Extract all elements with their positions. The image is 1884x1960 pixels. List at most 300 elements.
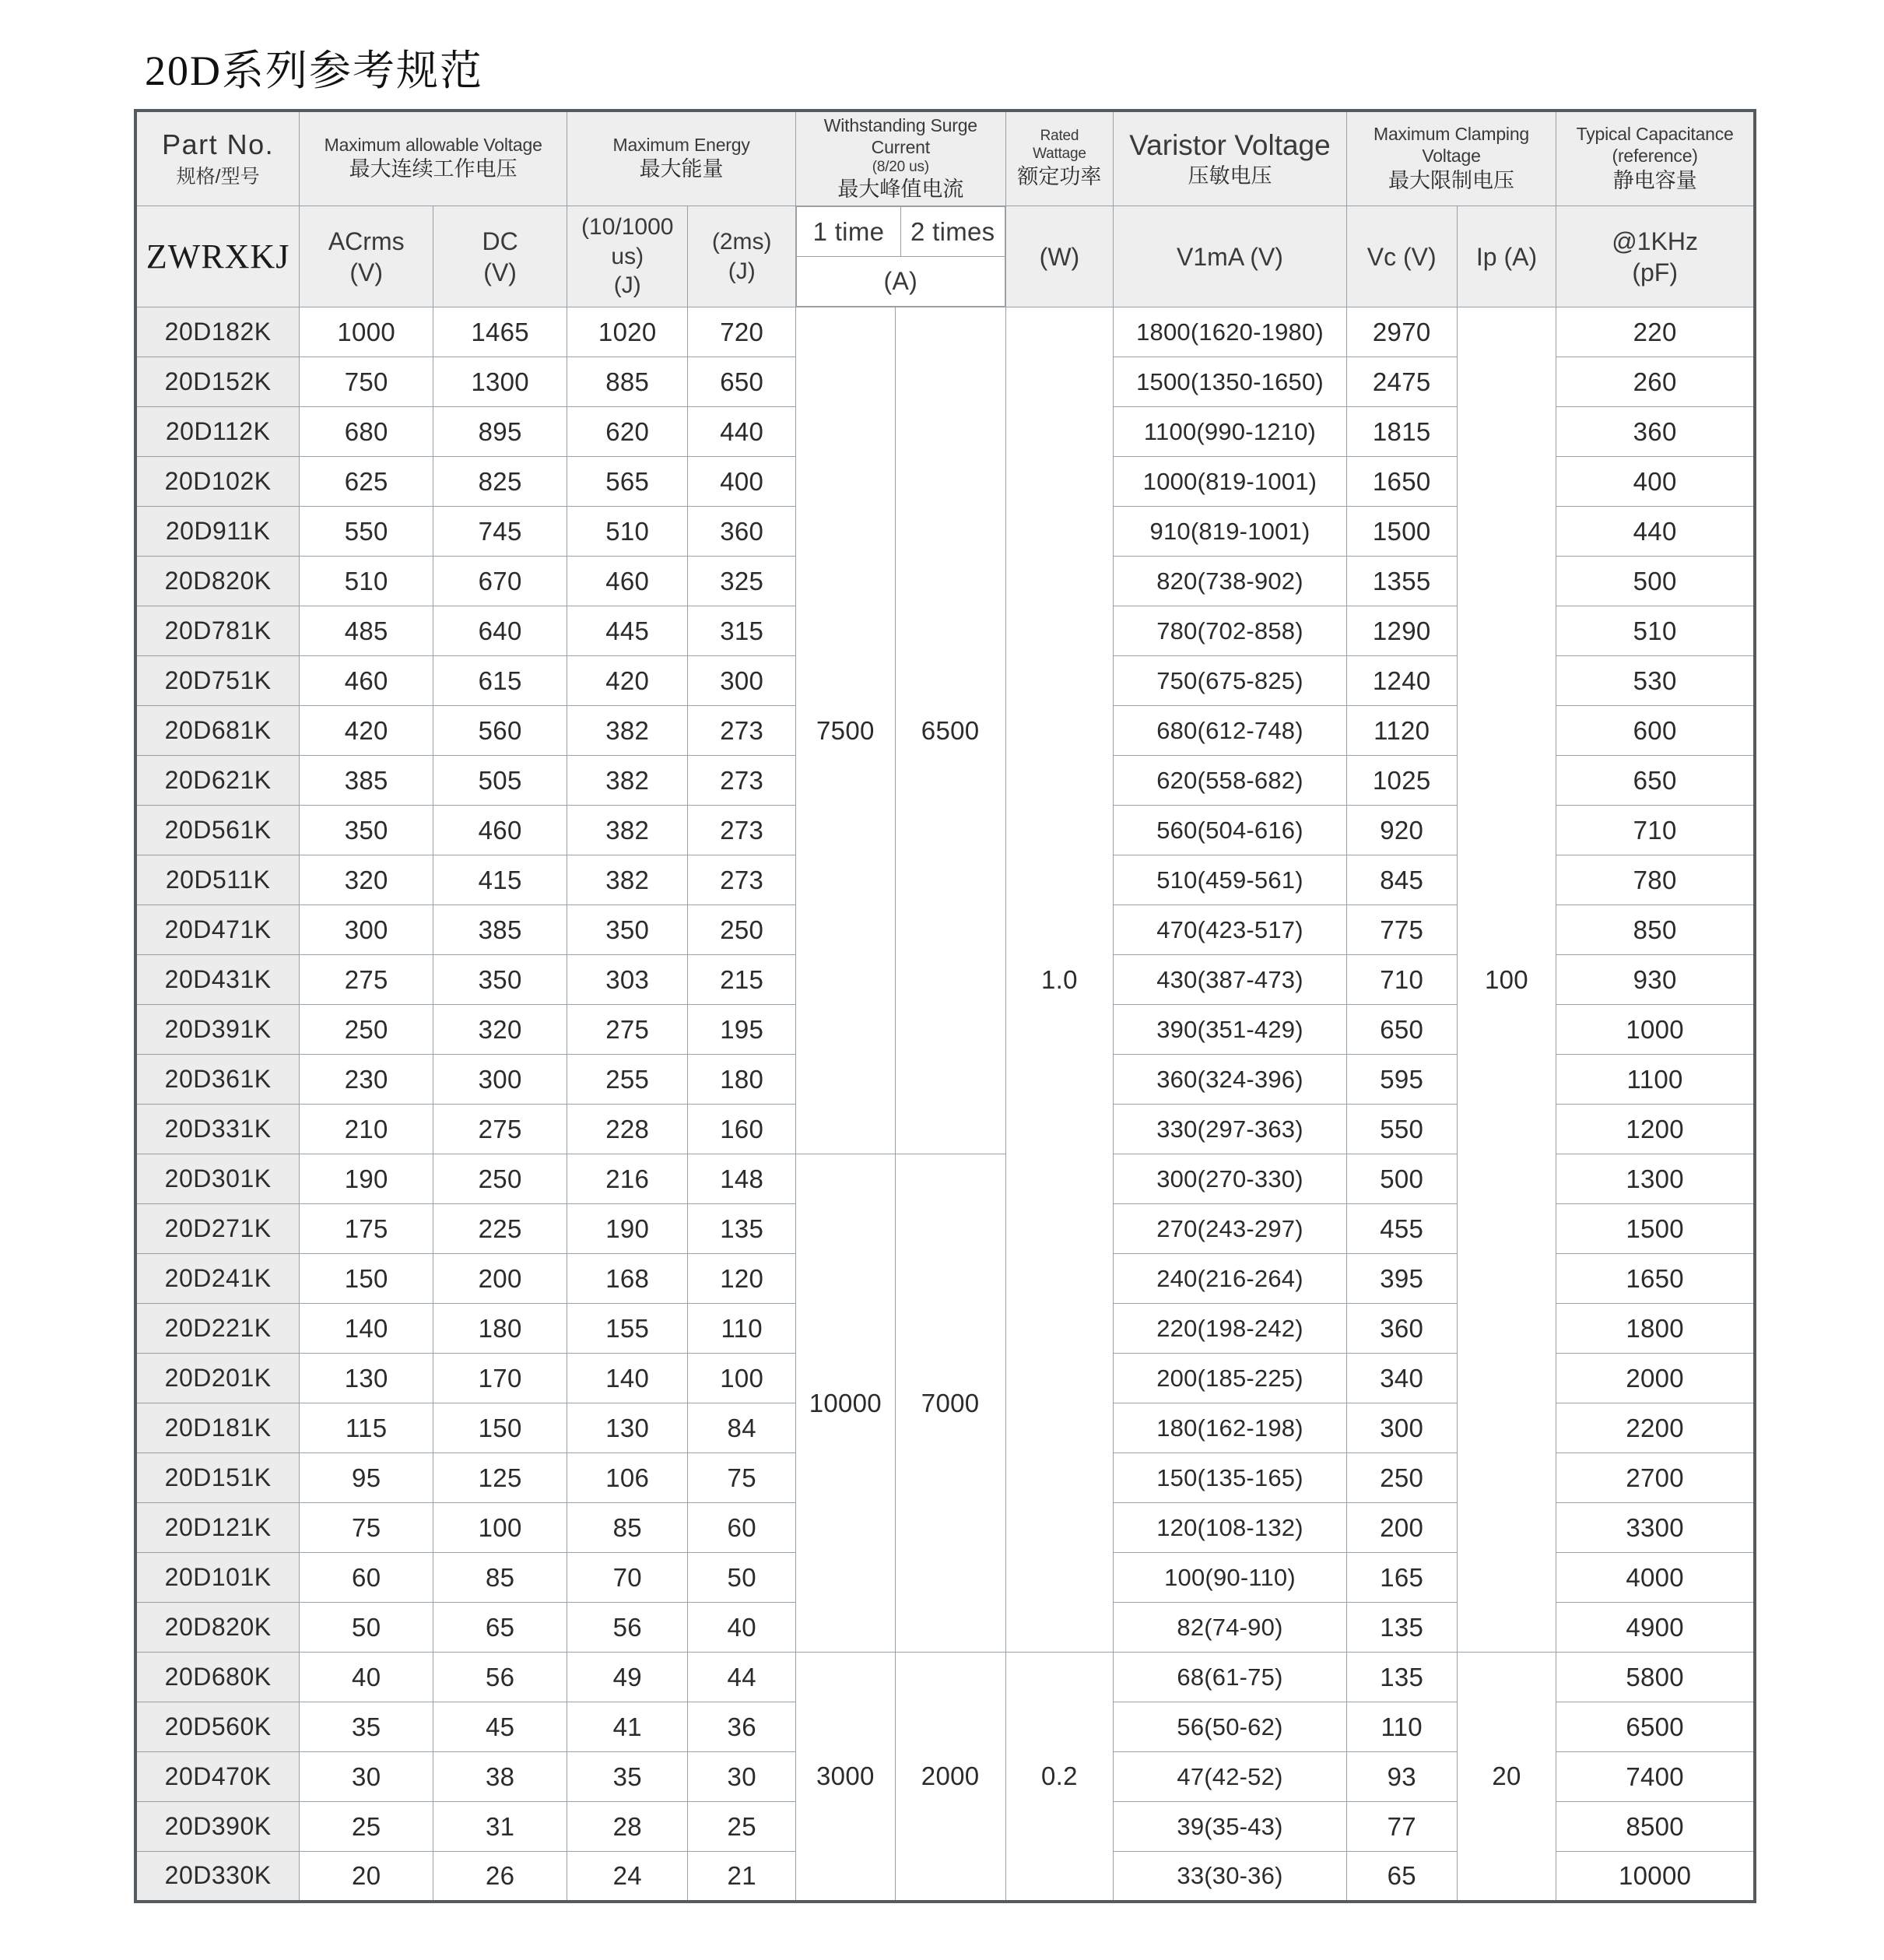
cell-capacitance: 3300 [1556,1503,1755,1553]
cell-capacitance: 220 [1556,307,1755,357]
surge-subheader-unit-row [797,257,1005,307]
cell-surge-1-time: 3000 [796,1653,896,1902]
header-unit-acrms [300,206,433,307]
cell-varistor-voltage: 180(162-198) [1114,1403,1346,1453]
header-max-energy-cn: 最大能量 [639,157,724,181]
header-unit-wattage-label: (W) [1039,242,1080,271]
header-unit-varistor [1114,206,1346,307]
header-typical-capacitance-cn: 静电容量 [1612,168,1697,192]
header-rated-wattage-en-line1: Rated [1040,128,1079,145]
cell-acrms: 25 [300,1802,433,1852]
cell-dc: 38 [433,1752,567,1802]
cell-clamping-voltage: 845 [1346,855,1457,905]
page-title: 20D系列参考规范 [145,47,483,94]
cell-ip-current: 100 [1457,307,1556,1653]
cell-dc: 615 [433,656,567,706]
cell-dc: 745 [433,507,567,557]
cell-acrms: 625 [300,457,433,507]
cell-part-no: 20D681K [135,706,300,756]
cell-capacitance: 2000 [1556,1354,1755,1403]
cell-dc: 560 [433,706,567,756]
cell-part-no: 20D112K [135,407,300,457]
cell-varistor-voltage: 510(459-561) [1114,855,1346,905]
cell-acrms: 210 [300,1105,433,1154]
header-surge-2-times: 2 times [900,207,1005,257]
cell-part-no: 20D911K [135,507,300,557]
cell-surge-2-times: 2000 [895,1653,1005,1902]
cell-acrms: 385 [300,756,433,806]
cell-clamping-voltage: 1815 [1346,407,1457,457]
cell-part-no: 20D511K [135,855,300,905]
cell-capacitance: 780 [1556,855,1755,905]
header-unit-acrms-line1: ACrms [328,227,405,255]
cell-acrms: 20 [300,1852,433,1902]
cell-acrms: 320 [300,855,433,905]
cell-acrms: 1000 [300,307,433,357]
cell-energy-10-1000us: 85 [567,1503,688,1553]
cell-capacitance: 8500 [1556,1802,1755,1852]
cell-clamping-voltage: 1500 [1346,507,1457,557]
cell-acrms: 510 [300,557,433,606]
cell-energy-2ms: 110 [688,1304,796,1354]
cell-capacitance: 2200 [1556,1403,1755,1453]
cell-capacitance: 600 [1556,706,1755,756]
cell-clamping-voltage: 77 [1346,1802,1457,1852]
cell-clamping-voltage: 135 [1346,1603,1457,1653]
cell-rated-wattage: 0.2 [1005,1653,1114,1902]
cell-part-no: 20D121K [135,1503,300,1553]
header-max-clamping-voltage-cn: 最大限制电压 [1388,168,1514,192]
header-max-clamping-voltage-en: Maximum Clamping Voltage [1374,124,1530,167]
header-unit-surge-split [796,206,1006,307]
cell-clamping-voltage: 455 [1346,1204,1457,1254]
cell-clamping-voltage: 650 [1346,1005,1457,1055]
cell-capacitance: 400 [1556,457,1755,507]
cell-energy-10-1000us: 41 [567,1702,688,1752]
cell-dc: 100 [433,1503,567,1553]
cell-dc: 65 [433,1603,567,1653]
cell-acrms: 750 [300,357,433,407]
header-max-allowable-voltage-cn: 最大连续工作电压 [349,157,517,181]
cell-dc: 85 [433,1553,567,1603]
cell-dc: 415 [433,855,567,905]
cell-part-no: 20D391K [135,1005,300,1055]
cell-part-no: 20D471K [135,905,300,955]
cell-energy-2ms: 100 [688,1354,796,1403]
cell-clamping-voltage: 395 [1346,1254,1457,1304]
cell-capacitance: 2700 [1556,1453,1755,1503]
cell-acrms: 680 [300,407,433,457]
header-unit-varistor-label: V1mA (V) [1177,242,1283,271]
header-rated-wattage-cn: 额定功率 [1017,164,1102,188]
cell-capacitance: 1650 [1556,1254,1755,1304]
cell-energy-10-1000us: 228 [567,1105,688,1154]
header-max-clamping-voltage [1346,111,1556,206]
cell-capacitance: 530 [1556,656,1755,706]
cell-dc: 45 [433,1702,567,1752]
cell-capacitance: 260 [1556,357,1755,407]
cell-acrms: 75 [300,1503,433,1553]
cell-acrms: 175 [300,1204,433,1254]
header-unit-ip [1457,206,1556,307]
cell-energy-2ms: 44 [688,1653,796,1702]
cell-energy-10-1000us: 382 [567,706,688,756]
cell-clamping-voltage: 595 [1346,1055,1457,1105]
cell-varistor-voltage: 270(243-297) [1114,1204,1346,1254]
cell-clamping-voltage: 1240 [1346,656,1457,706]
cell-dc: 200 [433,1254,567,1304]
cell-clamping-voltage: 775 [1346,905,1457,955]
cell-capacitance: 10000 [1556,1852,1755,1902]
header-typical-capacitance [1556,111,1755,206]
cell-energy-10-1000us: 1020 [567,307,688,357]
cell-energy-10-1000us: 350 [567,905,688,955]
cell-part-no: 20D151K [135,1453,300,1503]
cell-clamping-voltage: 1025 [1346,756,1457,806]
cell-energy-10-1000us: 70 [567,1553,688,1603]
cell-energy-10-1000us: 49 [567,1653,688,1702]
cell-energy-10-1000us: 275 [567,1005,688,1055]
cell-energy-10-1000us: 420 [567,656,688,706]
cell-clamping-voltage: 340 [1346,1354,1457,1403]
cell-part-no: 20D182K [135,307,300,357]
header-unit-dc-line2: (V) [483,258,517,286]
cell-dc: 640 [433,606,567,656]
cell-clamping-voltage: 93 [1346,1752,1457,1802]
cell-part-no: 20D152K [135,357,300,407]
cell-energy-10-1000us: 216 [567,1154,688,1204]
cell-capacitance: 930 [1556,955,1755,1005]
cell-capacitance: 510 [1556,606,1755,656]
brand-label: ZWRXKJ [146,237,290,276]
cell-dc: 1300 [433,357,567,407]
surge-subheader-times-row [797,207,1005,257]
cell-varistor-voltage: 430(387-473) [1114,955,1346,1005]
cell-clamping-voltage: 360 [1346,1304,1457,1354]
cell-energy-2ms: 315 [688,606,796,656]
cell-part-no: 20D271K [135,1204,300,1254]
cell-varistor-voltage: 82(74-90) [1114,1603,1346,1653]
cell-energy-10-1000us: 106 [567,1453,688,1503]
header-max-energy-en: Maximum Energy [612,135,750,156]
header-unit-row [135,206,1755,307]
cell-acrms: 60 [300,1553,433,1603]
cell-part-no: 20D331K [135,1105,300,1154]
cell-rated-wattage: 1.0 [1005,307,1114,1653]
cell-energy-2ms: 180 [688,1055,796,1105]
cell-part-no: 20D621K [135,756,300,806]
header-varistor-voltage [1114,111,1346,206]
cell-clamping-voltage: 110 [1346,1702,1457,1752]
cell-energy-2ms: 50 [688,1553,796,1603]
cell-capacitance: 1000 [1556,1005,1755,1055]
cell-acrms: 420 [300,706,433,756]
cell-varistor-voltage: 560(504-616) [1114,806,1346,855]
spec-table-container [134,109,1756,1903]
cell-dc: 180 [433,1304,567,1354]
cell-varistor-voltage: 750(675-825) [1114,656,1346,706]
cell-energy-2ms: 148 [688,1154,796,1204]
cell-energy-10-1000us: 35 [567,1752,688,1802]
cell-energy-10-1000us: 303 [567,955,688,1005]
cell-energy-10-1000us: 460 [567,557,688,606]
cell-acrms: 250 [300,1005,433,1055]
cell-energy-10-1000us: 382 [567,806,688,855]
cell-varistor-voltage: 68(61-75) [1114,1653,1346,1702]
cell-varistor-voltage: 56(50-62) [1114,1702,1346,1752]
header-surge-current-waveform: (8/20 us) [872,158,929,175]
cell-energy-10-1000us: 140 [567,1354,688,1403]
header-unit-vc [1346,206,1457,307]
cell-dc: 320 [433,1005,567,1055]
cell-dc: 125 [433,1453,567,1503]
cell-energy-10-1000us: 155 [567,1304,688,1354]
cell-capacitance: 360 [1556,407,1755,457]
cell-part-no: 20D101K [135,1553,300,1603]
cell-clamping-voltage: 1355 [1346,557,1457,606]
header-unit-dc [433,206,567,307]
cell-part-no: 20D431K [135,955,300,1005]
header-rated-wattage [1005,111,1114,206]
cell-energy-10-1000us: 382 [567,855,688,905]
cell-energy-2ms: 250 [688,905,796,955]
header-unit-capacitance-line1: @1KHz [1612,227,1698,255]
header-unit-wattage [1005,206,1114,307]
table-row [135,307,1755,357]
cell-acrms: 115 [300,1403,433,1453]
cell-acrms: 460 [300,656,433,706]
cell-acrms: 50 [300,1603,433,1653]
table-row [135,1653,1755,1702]
header-unit-energy-10-1000us [567,206,688,307]
cell-dc: 275 [433,1105,567,1154]
cell-capacitance: 1500 [1556,1204,1755,1254]
cell-capacitance: 710 [1556,806,1755,855]
header-surge-current-cn: 最大峰值电流 [837,177,964,202]
cell-energy-10-1000us: 382 [567,756,688,806]
cell-energy-2ms: 273 [688,855,796,905]
cell-energy-10-1000us: 28 [567,1802,688,1852]
cell-part-no: 20D560K [135,1702,300,1752]
cell-capacitance: 6500 [1556,1702,1755,1752]
cell-energy-10-1000us: 445 [567,606,688,656]
cell-acrms: 130 [300,1354,433,1403]
cell-dc: 505 [433,756,567,806]
header-unit-capacitance [1556,206,1755,307]
cell-ip-current: 20 [1457,1653,1556,1902]
cell-energy-10-1000us: 24 [567,1852,688,1902]
header-varistor-voltage-en: Varistor Voltage [1129,128,1331,161]
cell-dc: 56 [433,1653,567,1702]
header-part-no [135,111,300,206]
cell-acrms: 230 [300,1055,433,1105]
header-unit-acrms-line2: (V) [349,258,384,286]
cell-acrms: 40 [300,1653,433,1702]
header-unit-energy-2ms-line1: (2ms) [711,229,772,255]
cell-part-no: 20D361K [135,1055,300,1105]
cell-capacitance: 850 [1556,905,1755,955]
cell-part-no: 20D330K [135,1852,300,1902]
cell-dc: 825 [433,457,567,507]
cell-acrms: 95 [300,1453,433,1503]
cell-energy-2ms: 84 [688,1403,796,1453]
cell-dc: 460 [433,806,567,855]
header-part-no-cn: 规格/型号 [176,166,260,188]
cell-part-no: 20D201K [135,1354,300,1403]
cell-energy-2ms: 360 [688,507,796,557]
cell-clamping-voltage: 500 [1346,1154,1457,1204]
header-surge-unit: (A) [797,257,1005,307]
cell-energy-2ms: 195 [688,1005,796,1055]
cell-varistor-voltage: 1500(1350-1650) [1114,357,1346,407]
header-varistor-voltage-cn: 压敏电压 [1188,164,1272,188]
cell-varistor-voltage: 1000(819-1001) [1114,457,1346,507]
cell-part-no: 20D751K [135,656,300,706]
cell-varistor-voltage: 39(35-43) [1114,1802,1346,1852]
cell-varistor-voltage: 200(185-225) [1114,1354,1346,1403]
cell-varistor-voltage: 390(351-429) [1114,1005,1346,1055]
header-unit-dc-line1: DC [482,227,518,255]
cell-dc: 300 [433,1055,567,1105]
cell-part-no: 20D301K [135,1154,300,1204]
header-rated-wattage-en-line2: Wattage [1033,146,1086,163]
cell-energy-2ms: 273 [688,806,796,855]
cell-acrms: 350 [300,806,433,855]
cell-part-no: 20D561K [135,806,300,855]
cell-varistor-voltage: 300(270-330) [1114,1154,1346,1204]
cell-clamping-voltage: 1120 [1346,706,1457,756]
cell-capacitance: 1200 [1556,1105,1755,1154]
cell-energy-2ms: 60 [688,1503,796,1553]
cell-varistor-voltage: 100(90-110) [1114,1553,1346,1603]
cell-energy-2ms: 25 [688,1802,796,1852]
cell-part-no: 20D781K [135,606,300,656]
cell-clamping-voltage: 2970 [1346,307,1457,357]
cell-energy-10-1000us: 620 [567,407,688,457]
cell-surge-1-time: 7500 [796,307,896,1154]
cell-clamping-voltage: 250 [1346,1453,1457,1503]
cell-capacitance: 4000 [1556,1553,1755,1603]
cell-acrms: 485 [300,606,433,656]
header-max-energy [567,111,796,206]
header-unit-energy-10-1000us-line1: (10/1000 us) [581,214,674,269]
cell-clamping-voltage: 1650 [1346,457,1457,507]
cell-capacitance: 4900 [1556,1603,1755,1653]
cell-varistor-voltage: 33(30-36) [1114,1852,1346,1902]
cell-energy-10-1000us: 168 [567,1254,688,1304]
cell-clamping-voltage: 300 [1346,1403,1457,1453]
cell-energy-2ms: 273 [688,756,796,806]
cell-energy-10-1000us: 56 [567,1603,688,1653]
cell-capacitance: 5800 [1556,1653,1755,1702]
cell-varistor-voltage: 1800(1620-1980) [1114,307,1346,357]
cell-part-no: 20D221K [135,1304,300,1354]
cell-capacitance: 650 [1556,756,1755,806]
cell-capacitance: 7400 [1556,1752,1755,1802]
header-unit-energy-2ms-line2: (J) [728,258,756,284]
cell-energy-2ms: 650 [688,357,796,407]
cell-varistor-voltage: 220(198-242) [1114,1304,1346,1354]
cell-acrms: 300 [300,905,433,955]
cell-energy-2ms: 400 [688,457,796,507]
cell-part-no: 20D390K [135,1802,300,1852]
table-body [135,307,1755,1902]
header-unit-vc-label: Vc (V) [1367,242,1437,271]
cell-energy-10-1000us: 565 [567,457,688,507]
header-unit-ip-label: Ip (A) [1475,242,1538,271]
cell-dc: 31 [433,1802,567,1852]
spec-table [134,109,1756,1903]
header-typical-capacitance-en: Typical Capacitance (reference) [1576,124,1734,167]
header-part-no-en: Part No. [162,128,275,160]
cell-capacitance: 500 [1556,557,1755,606]
cell-capacitance: 1100 [1556,1055,1755,1105]
cell-energy-2ms: 720 [688,307,796,357]
cell-acrms: 30 [300,1752,433,1802]
cell-clamping-voltage: 550 [1346,1105,1457,1154]
cell-clamping-voltage: 165 [1346,1553,1457,1603]
cell-dc: 150 [433,1403,567,1453]
cell-varistor-voltage: 240(216-264) [1114,1254,1346,1304]
cell-clamping-voltage: 710 [1346,955,1457,1005]
cell-energy-10-1000us: 190 [567,1204,688,1254]
cell-part-no: 20D820K [135,557,300,606]
cell-dc: 26 [433,1852,567,1902]
cell-energy-2ms: 36 [688,1702,796,1752]
cell-energy-2ms: 135 [688,1204,796,1254]
cell-clamping-voltage: 200 [1346,1503,1457,1553]
cell-varistor-voltage: 47(42-52) [1114,1752,1346,1802]
cell-varistor-voltage: 780(702-858) [1114,606,1346,656]
cell-acrms: 140 [300,1304,433,1354]
cell-energy-2ms: 273 [688,706,796,756]
header-max-allowable-voltage [300,111,567,206]
cell-clamping-voltage: 920 [1346,806,1457,855]
header-surge-current-en: Withstanding Surge Current [823,114,977,157]
header-unit-energy-2ms [688,206,796,307]
cell-energy-2ms: 325 [688,557,796,606]
cell-varistor-voltage: 620(558-682) [1114,756,1346,806]
cell-varistor-voltage: 1100(990-1210) [1114,407,1346,457]
cell-part-no: 20D241K [135,1254,300,1304]
cell-dc: 670 [433,557,567,606]
header-group-row [135,111,1755,206]
cell-energy-2ms: 75 [688,1453,796,1503]
cell-clamping-voltage: 2475 [1346,357,1457,407]
cell-energy-2ms: 30 [688,1752,796,1802]
cell-clamping-voltage: 1290 [1346,606,1457,656]
header-brand-cell [135,206,300,307]
cell-part-no: 20D820K [135,1603,300,1653]
cell-acrms: 275 [300,955,433,1005]
cell-energy-2ms: 440 [688,407,796,457]
cell-part-no: 20D102K [135,457,300,507]
cell-energy-10-1000us: 255 [567,1055,688,1105]
cell-capacitance: 440 [1556,507,1755,557]
cell-varistor-voltage: 680(612-748) [1114,706,1346,756]
cell-energy-2ms: 160 [688,1105,796,1154]
cell-dc: 250 [433,1154,567,1204]
cell-surge-2-times: 7000 [895,1154,1005,1653]
cell-dc: 385 [433,905,567,955]
cell-acrms: 190 [300,1154,433,1204]
cell-energy-2ms: 120 [688,1254,796,1304]
cell-energy-2ms: 215 [688,955,796,1005]
cell-dc: 225 [433,1204,567,1254]
cell-capacitance: 1800 [1556,1304,1755,1354]
cell-dc: 170 [433,1354,567,1403]
cell-part-no: 20D181K [135,1403,300,1453]
